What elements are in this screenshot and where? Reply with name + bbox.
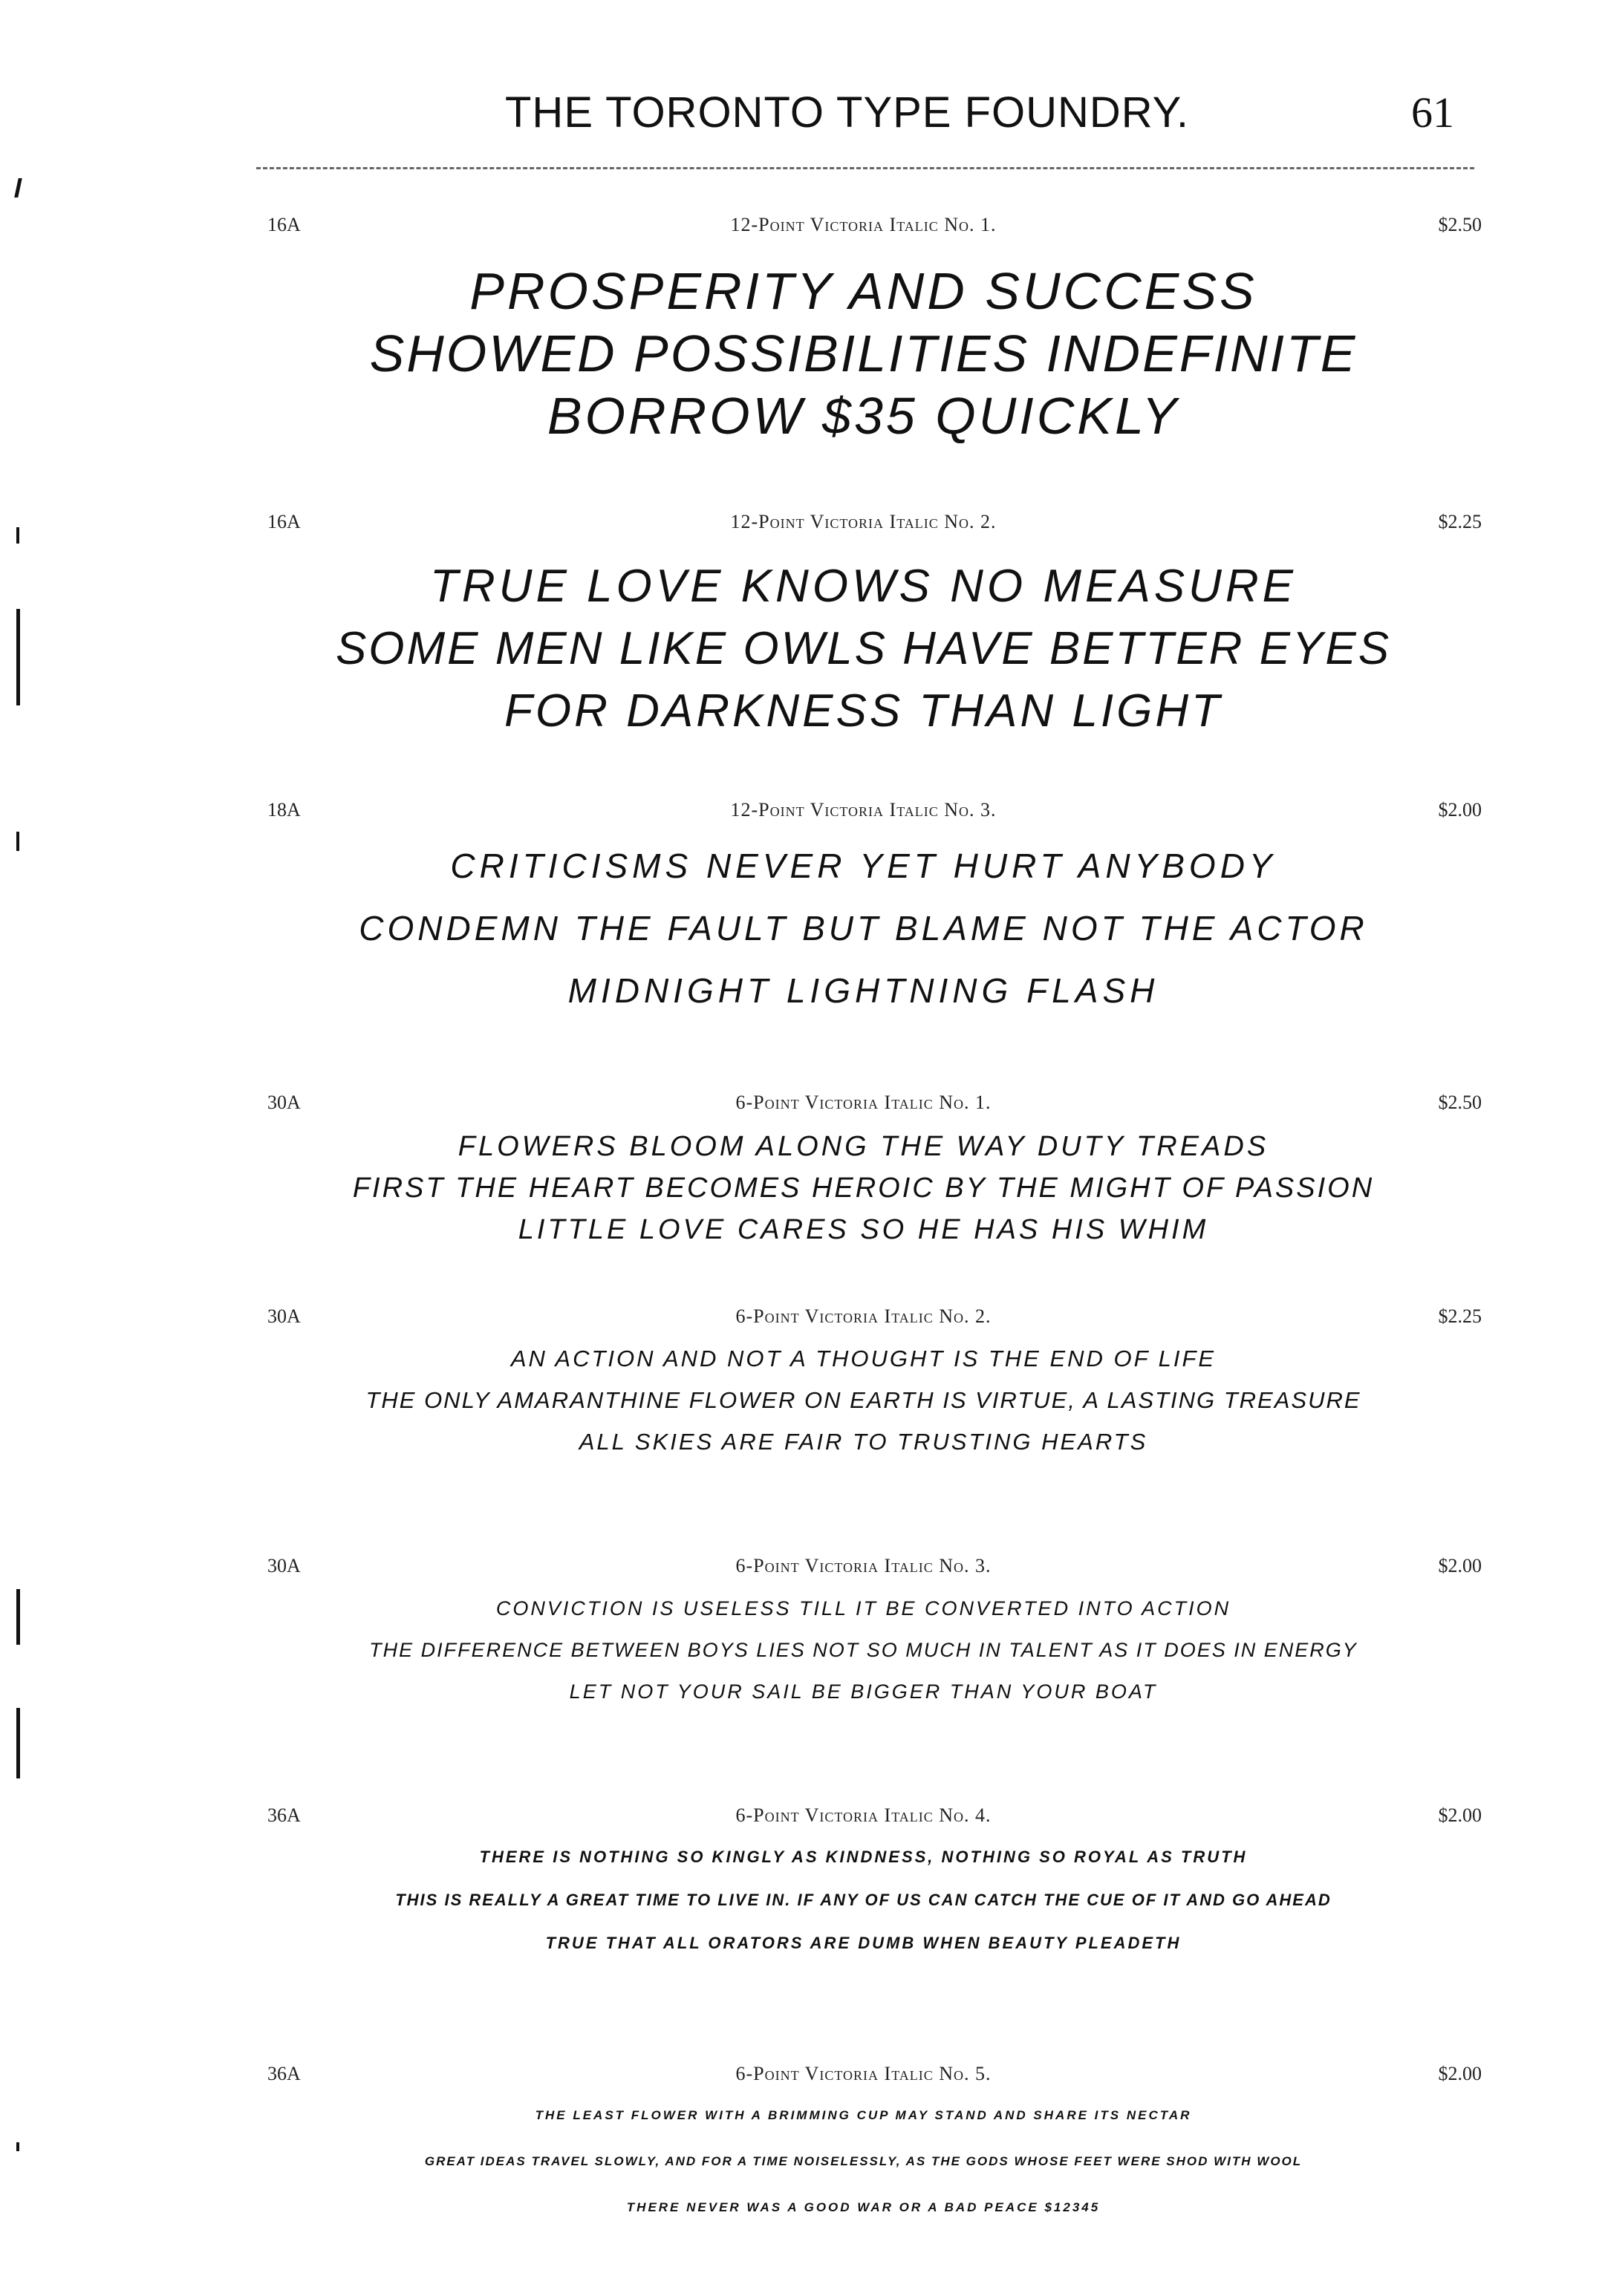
specimen-line: THERE NEVER WAS A GOOD WAR OR A BAD PEACE $12345 [626,2200,1101,2214]
scan-mark [16,2142,19,2151]
specimen-line: CONDEMN THE FAULT BUT BLAME NOT THE ACTOR [359,909,1368,948]
scan-mark [16,609,20,705]
specimen-header [245,1305,1482,1335]
specimen-block [245,2063,1482,2231]
specimen-line: BORROW $35 QUICKLY [547,387,1180,445]
specimen-block [245,214,1482,447]
specimen-header [245,214,1482,244]
specimen-line: THE LEAST FLOWER WITH A BRIMMING CUP MAY STAND AND SHARE ITS NECTAR [535,2108,1192,2122]
specimen-header [245,1804,1482,1834]
header-rule [256,167,1474,169]
specimen-header [245,1092,1482,1121]
font-name: 12-Point Victoria Italic No. 1. [730,214,997,235]
font-name: 12-Point Victoria Italic No. 2. [730,511,997,532]
font-price: $2.50 [1438,1092,1482,1113]
specimen-header [245,1555,1482,1585]
scan-mark [16,832,19,851]
font-quantity: 30A [267,1092,301,1113]
specimen-line: FLOWERS BLOOM ALONG THE WAY DUTY TREADS [458,1131,1269,1162]
font-quantity: 16A [267,214,301,235]
font-quantity: 16A [267,511,301,532]
scan-mark [16,1589,20,1645]
specimen-block [245,799,1482,1022]
page-number: 61 [1411,88,1454,137]
specimen-line: FOR DARKNESS THAN LIGHT [504,685,1223,737]
font-quantity: 30A [267,1305,301,1327]
running-head: THE TORONTO TYPE FOUNDRY. [505,88,1189,137]
font-name: 6-Point Victoria Italic No. 1. [735,1092,992,1113]
font-name: 6-Point Victoria Italic No. 4. [735,1804,992,1826]
font-price: $2.25 [1438,1305,1482,1327]
specimen-header [245,511,1482,541]
specimen-line: AN ACTION AND NOT A THOUGHT IS THE END OF LIFE [510,1346,1217,1372]
font-quantity: 30A [267,1555,301,1576]
specimen-line: ALL SKIES ARE FAIR TO TRUSTING HEARTS [579,1429,1148,1455]
specimen-line: TRUE LOVE KNOWS NO MEASURE [430,561,1297,612]
font-price: $2.00 [1438,2063,1482,2084]
font-price: $2.00 [1438,1804,1482,1826]
specimen-line: THE ONLY AMARANTHINE FLOWER ON EARTH IS VIRTUE, A LASTING TREASURE [365,1387,1361,1413]
specimen-block [245,1092,1482,1250]
font-name: 12-Point Victoria Italic No. 3. [730,799,997,821]
specimen-line: TRUE THAT ALL ORATORS ARE DUMB WHEN BEAUTY PLEADETH [545,1934,1182,1952]
specimen-block [245,1305,1482,1463]
font-quantity: 36A [267,1804,301,1826]
specimen-line: CRITICISMS NEVER YET HURT ANYBODY [450,847,1277,885]
specimen-line: SHOWED POSSIBILITIES INDEFINITE [369,324,1358,382]
specimen-block [245,511,1482,743]
font-quantity: 36A [267,2063,301,2084]
specimen-line: THERE IS NOTHING SO KINGLY AS KINDNESS, NOTHING SO ROYAL AS TRUTH [479,1847,1248,1866]
font-name: 6-Point Victoria Italic No. 5. [735,2063,992,2084]
font-name: 6-Point Victoria Italic No. 2. [735,1305,992,1327]
scan-mark [14,178,22,198]
scan-mark [16,527,19,544]
specimen-line: MIDNIGHT LIGHTNING FLASH [567,971,1159,1010]
specimen-line: LITTLE LOVE CARES SO HE HAS HIS WHIM [518,1214,1209,1245]
font-quantity: 18A [267,799,301,821]
specimen-line: GREAT IDEAS TRAVEL SLOWLY, AND FOR A TIME NOISELESSLY, AS THE GODS WHOSE FEET WERE SHOD WITH WOOL [424,2154,1303,2168]
specimen-header [245,799,1482,829]
scan-mark [16,1708,20,1778]
font-price: $2.25 [1438,511,1482,532]
specimen-line: THE DIFFERENCE BETWEEN BOYS LIES NOT SO MUCH IN TALENT AS IT DOES IN ENERGY [369,1639,1358,1661]
specimen-line: CONVICTION IS USELESS TILL IT BE CONVERTED INTO ACTION [495,1597,1231,1620]
specimen-block [245,1804,1482,1965]
specimen-line: LET NOT YOUR SAIL BE BIGGER THAN YOUR BOAT [569,1680,1158,1703]
font-name: 6-Point Victoria Italic No. 3. [735,1555,992,1576]
font-price: $2.00 [1438,799,1482,821]
specimen-line: THIS IS REALLY A GREAT TIME TO LIVE IN. IF ANY OF US CAN CATCH THE CUE OF IT AND GO AHEAD [395,1891,1332,1909]
specimen-block [245,1555,1482,1712]
specimen-line: SOME MEN LIKE OWLS HAVE BETTER EYES [335,623,1392,674]
font-price: $2.00 [1438,1555,1482,1576]
specimen-header [245,2063,1482,2093]
specimen-line: FIRST THE HEART BECOMES HEROIC BY THE MIGHT OF PASSION [352,1173,1375,1204]
specimen-line: PROSPERITY AND SUCCESS [469,262,1257,320]
font-price: $2.50 [1438,214,1482,235]
